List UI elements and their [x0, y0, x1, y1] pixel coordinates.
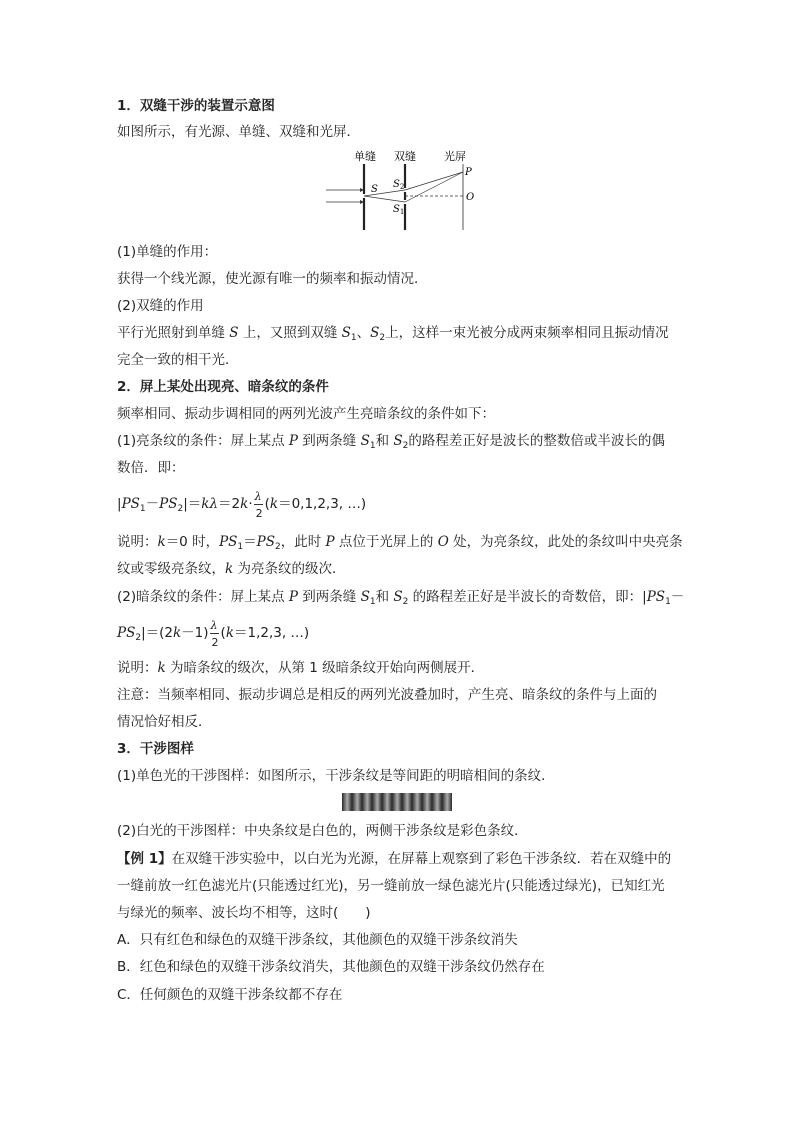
section-1-title: 1．双缝干涉的装置示意图	[117, 98, 275, 114]
double-slit-line-2: 完全一致的相干光．	[117, 352, 239, 368]
example-line-1: 【例 1】在双缝干涉实验中，以白光为光源，在屏幕上观察到了彩色干涉条纹．若在双缝中的	[117, 851, 672, 867]
example-line-2: 一缝前放一红色滤光片(只能透过红光)，另一缝前放一绿色滤光片(只能透过绿光)，已知红光	[117, 878, 665, 894]
label-S2: $S_2$	[393, 179, 405, 191]
double-slit-diagram	[322, 148, 482, 233]
warning-line-2: 情况恰好相反．	[117, 714, 212, 730]
option-c: C．任何颜色的双缝干涉条纹都不存在	[117, 987, 343, 1003]
bright-condition-line-2: 数倍．即：	[117, 460, 185, 476]
note-1-line-1: 说明：k＝0 时，$PS_1=PS_2$，此时 P 点位于光屏上的 O 处，为亮条纹，此处的条纹叫中央亮条	[117, 534, 683, 552]
double-slit-line-1: 平行光照射到单缝 S 上，又照到双缝 $S_1$、$S_2$上，这样一束光被分成两束频率相同且振动情况	[117, 325, 669, 343]
label-P: P	[465, 167, 472, 178]
ray-S-S1	[364, 196, 405, 202]
warning-line-1: 注意：当频率相同、振动步调总是相反的两列光波叠加时，产生亮、暗条纹的条件与上面的	[117, 687, 657, 703]
bright-formula: $|PS_1-PS_2|=k\lambda=2k\cdot$ $\frac{\lambda}{2}$ (k＝0,1,2,3, …)	[117, 490, 367, 520]
example-line-3: 与绿光的频率、波长均不相等，这时( )	[117, 905, 371, 921]
dark-formula: $PS_2|=(2k-1)$ $\frac{\lambda}{2}$ (k＝1,2,3, …)	[117, 619, 310, 649]
label-S1: $S_1$	[393, 204, 405, 216]
label-single-slit: 单缝	[354, 150, 376, 163]
label-double-slit: 双缝	[394, 150, 416, 163]
fraction-lambda-over-2: $\frac{\lambda}{2}$	[210, 619, 219, 649]
section-2-title: 2．屏上某处出现亮、暗条纹的条件	[117, 379, 329, 395]
fraction-lambda-over-2: $\frac{\lambda}{2}$	[254, 490, 263, 520]
option-a: A．只有红色和绿色的双缝干涉条纹，其他颜色的双缝干涉条纹消失	[117, 932, 518, 948]
single-slit-body: 获得一个线光源，使光源有唯一的频率和振动情况．	[117, 271, 428, 287]
option-b: B．红色和绿色的双缝干涉条纹消失，其他颜色的双缝干涉条纹仍然存在	[117, 959, 545, 975]
white-pattern-text: (2)白光的干涉图样：中央条纹是白色的，两侧干涉条纹是彩色条纹．	[117, 823, 528, 839]
bright-condition-line-1: (1)亮条纹的条件：屏上某点 P 到两条缝 $S_1$和 $S_2$的路程差正好是波长的整数倍或半波长的偶	[117, 433, 665, 451]
label-O: O	[466, 192, 475, 203]
label-S: S	[371, 184, 378, 195]
interference-fringe-image	[342, 793, 452, 811]
note-2: 说明：k 为暗条纹的级次，从第 1 级暗条纹开始向两侧展开．	[117, 660, 485, 676]
section-1-intro: 如图所示，有光源、单缝、双缝和光屏．	[117, 124, 360, 140]
dark-condition-line-1: (2)暗条纹的条件：屏上某点 P 到两条缝 $S_1$和 $S_2$ 的路程差正好是半波长的奇数倍，即：$|PS_1-$	[117, 589, 685, 607]
note-1-line-2: 纹或零级亮条纹，k 为亮条纹的级次．	[117, 561, 346, 577]
mono-pattern-text: (1)单色光的干涉图样：如图所示，干涉条纹是等间距的明暗相间的条纹．	[117, 768, 555, 784]
single-slit-head: (1)单缝的作用：	[117, 244, 218, 260]
double-slit-head: (2)双缝的作用	[117, 298, 204, 314]
section-3-title: 3．干涉图样	[117, 741, 194, 757]
label-screen: 光屏	[444, 150, 466, 163]
section-2-intro: 频率相同、振动步调相同的两列光波产生亮暗条纹的条件如下：	[117, 406, 495, 422]
